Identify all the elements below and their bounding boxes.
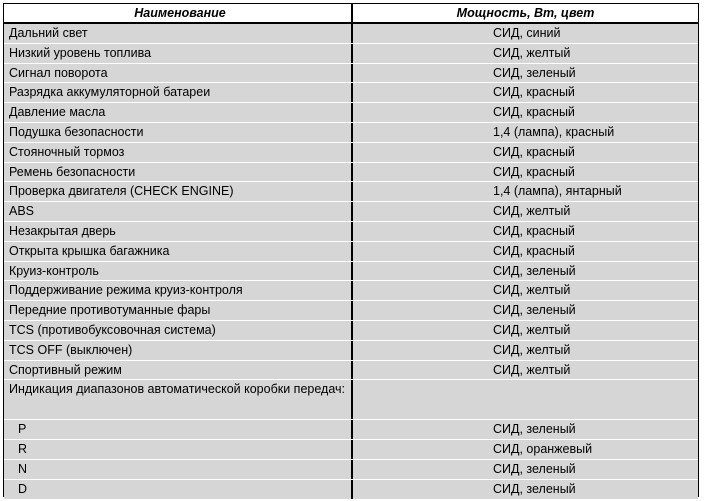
header-value: Мощность, Вт, цвет — [456, 6, 595, 20]
table-row — [4, 242, 698, 262]
row-value: СИД, зеленый — [493, 303, 576, 318]
row-value: СИД, зеленый — [493, 422, 576, 437]
row-name: Давление масла — [4, 103, 353, 122]
row-name: Открыта крышка багажника — [4, 242, 353, 261]
row-value: СИД, зеленый — [493, 65, 576, 80]
row-value: СИД, желтый — [493, 283, 571, 298]
table-row — [4, 420, 698, 440]
row-value: СИД, желтый — [493, 204, 571, 219]
row-name: Незакрытая дверь — [4, 222, 353, 241]
row-name: Дальний свет — [4, 24, 353, 43]
row-name: R — [4, 440, 353, 459]
row-name: TCS (противобуксовочная система) — [4, 321, 353, 340]
row-value: СИД, желтый — [493, 322, 571, 337]
row-name: D — [4, 480, 353, 499]
row-value: СИД, зеленый — [493, 481, 576, 496]
row-value: СИД, красный — [493, 85, 575, 100]
header-name: Наименование — [4, 4, 353, 22]
table-row — [4, 321, 698, 341]
table-row — [4, 480, 698, 500]
row-value: СИД, красный — [493, 105, 575, 120]
indicator-table — [3, 3, 699, 497]
table-row — [4, 64, 698, 84]
row-name: Передние противотуманные фары — [4, 301, 353, 320]
table-row — [4, 460, 698, 480]
row-name: N — [4, 460, 353, 479]
table-row — [4, 44, 698, 64]
row-value: СИД, желтый — [493, 342, 571, 357]
row-name: Подушка безопасности — [4, 123, 353, 142]
row-value: СИД, красный — [493, 243, 575, 258]
row-name: Спортивный режим — [4, 361, 353, 380]
row-name: Разрядка аккумуляторной батареи — [4, 83, 353, 102]
row-value — [353, 380, 698, 419]
table-row — [4, 361, 698, 381]
table-row — [4, 103, 698, 123]
row-value: 1,4 (лампа), янтарный — [493, 184, 622, 199]
table-row — [4, 163, 698, 183]
row-name: Сигнал поворота — [4, 64, 353, 83]
row-name: Индикация диапазонов автоматической коробки передач: — [4, 380, 353, 419]
row-value: СИД, красный — [493, 223, 575, 238]
table-row-group-heading — [4, 380, 698, 420]
row-name: Ремень безопасности — [4, 163, 353, 182]
row-name: Круиз-контроль — [4, 262, 353, 281]
row-value: СИД, зеленый — [493, 263, 576, 278]
row-value: СИД, красный — [493, 144, 575, 159]
row-name: Стояночный тормоз — [4, 143, 353, 162]
row-value: СИД, желтый — [493, 362, 571, 377]
table-row — [4, 222, 698, 242]
row-name: P — [4, 420, 353, 439]
table-row — [4, 143, 698, 163]
row-value: СИД, красный — [493, 164, 575, 179]
row-name: Проверка двигателя (CHECK ENGINE) — [4, 182, 353, 201]
row-value: 1,4 (лампа), красный — [493, 124, 615, 139]
table-row — [4, 281, 698, 301]
table-row — [4, 341, 698, 361]
table-row — [4, 24, 698, 44]
row-value: СИД, зеленый — [493, 461, 576, 476]
table-body — [4, 24, 698, 500]
row-value: СИД, оранжевый — [493, 442, 593, 457]
row-name: TCS OFF (выключен) — [4, 341, 353, 360]
table-row — [4, 262, 698, 282]
row-name: Низкий уровень топлива — [4, 44, 353, 63]
table-row — [4, 123, 698, 143]
table-row — [4, 301, 698, 321]
row-name: Поддерживание режима круиз-контроля — [4, 281, 353, 300]
table-row — [4, 182, 698, 202]
row-value: СИД, синий — [493, 26, 561, 40]
row-name: ABS — [4, 202, 353, 221]
row-value: СИД, желтый — [493, 45, 571, 60]
table-row — [4, 83, 698, 103]
table-header — [4, 4, 698, 24]
table-row — [4, 440, 698, 460]
table-row — [4, 202, 698, 222]
